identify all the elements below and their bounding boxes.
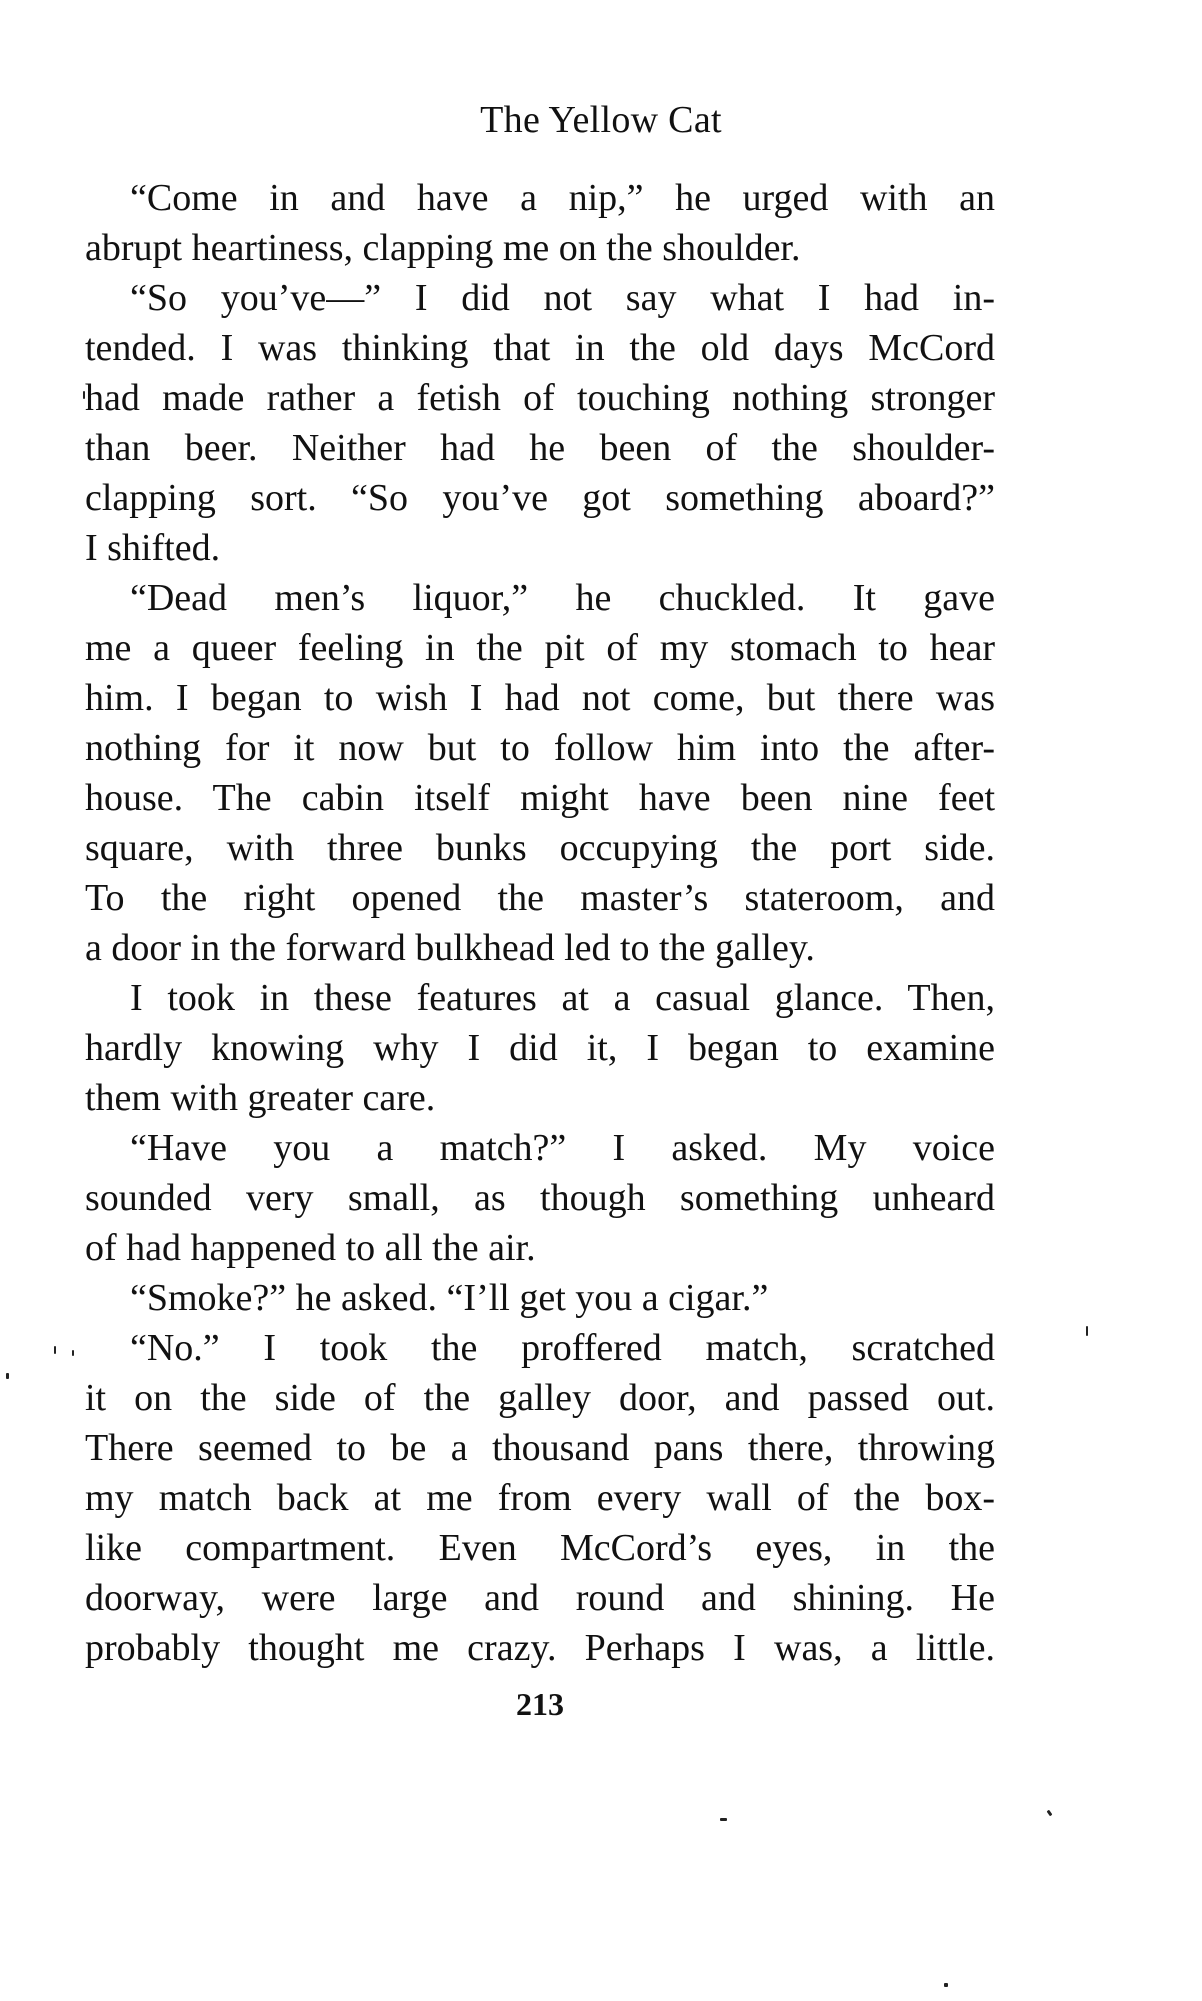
scan-speck xyxy=(72,1350,74,1356)
text-line: abrupt heartiness, clapping me on the shoulder. xyxy=(85,227,801,269)
scan-speck xyxy=(944,1983,948,1987)
text-line: a door in the forward bulkhead led to the galley. xyxy=(85,927,815,969)
text-line: tended. I was thinking that in the old days McCord xyxy=(85,327,995,369)
text-line: them with greater care. xyxy=(85,1077,436,1119)
text-line: There seemed to be a thousand pans there, throwing xyxy=(85,1427,995,1469)
text-line: like compartment. Even McCord’s eyes, in the xyxy=(85,1527,995,1569)
text-line: square, with three bunks occupying the port side. xyxy=(85,827,995,869)
text-line: of had happened to all the air. xyxy=(85,1227,536,1269)
text-line: me a queer feeling in the pit of my stomach to hear xyxy=(85,627,995,669)
text-line: “Come in and have a nip,” he urged with an xyxy=(130,177,995,219)
text-line: had made rather a fetish of touching nothing stronger xyxy=(85,377,995,419)
text-line: “So you’ve—” I did not say what I had in- xyxy=(130,277,995,319)
text-line: To the right opened the master’s stateroom, and xyxy=(85,877,995,919)
scan-speck xyxy=(1047,1810,1053,1817)
scan-speck xyxy=(6,1373,9,1379)
text-line: doorway, were large and round and shining. He xyxy=(85,1577,995,1619)
text-line: my match back at me from every wall of the box- xyxy=(85,1477,995,1519)
text-line: clapping sort. “So you’ve got something aboard?” xyxy=(85,477,995,519)
scan-speck xyxy=(83,391,85,399)
text-line: I shifted. xyxy=(85,527,221,569)
text-line: than beer. Neither had he been of the shoulder- xyxy=(85,427,995,469)
running-head: The Yellow Cat xyxy=(480,99,722,141)
text-line: it on the side of the galley door, and passed out. xyxy=(85,1377,995,1419)
text-line: “Have you a match?” I asked. My voice xyxy=(130,1127,995,1169)
text-line: house. The cabin itself might have been nine feet xyxy=(85,777,995,819)
scan-speck xyxy=(54,1346,56,1354)
text-line: “Smoke?” he asked. “I’ll get you a cigar.” xyxy=(130,1277,769,1319)
text-line: him. I began to wish I had not come, but there was xyxy=(85,677,995,719)
text-line: hardly knowing why I did it, I began to examine xyxy=(85,1027,995,1069)
text-line: probably thought me crazy. Perhaps I was, a little. xyxy=(85,1627,995,1669)
text-line: I took in these features at a casual glance. Then, xyxy=(130,977,995,1019)
body-text xyxy=(85,173,995,1673)
text-line: “Dead men’s liquor,” he chuckled. It gave xyxy=(130,577,995,619)
page-number: 213 xyxy=(516,1686,564,1722)
scan-speck xyxy=(1086,1326,1088,1336)
scan-speck xyxy=(720,1818,727,1821)
text-line: “No.” I took the proffered match, scratched xyxy=(130,1327,995,1369)
text-line: sounded very small, as though something unheard xyxy=(85,1177,995,1219)
text-line: nothing for it now but to follow him into the after- xyxy=(85,727,995,769)
